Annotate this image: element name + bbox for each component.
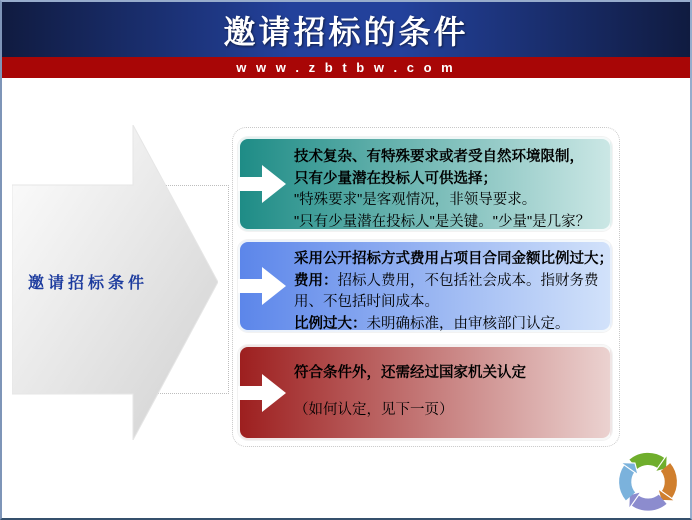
white-right-arrow-icon [238, 267, 286, 305]
text-segment-bold: 只有少量潜在投标人可供选择； [294, 170, 497, 187]
text-line [294, 314, 606, 336]
text-line [294, 169, 606, 191]
text-segment: 未明确标准，由审核部门认定。 [366, 315, 570, 332]
website-url: w w w . z b t b w . c o m [236, 60, 456, 75]
page-title: 邀请招标的条件 [223, 13, 469, 50]
text-segment: "只有少量潜在投标人"是关键。"少量"是几家？ [294, 213, 591, 230]
text-segment-bold: 费用： [294, 272, 338, 289]
title-bar [2, 2, 690, 57]
text-line [294, 147, 606, 169]
text-line [294, 363, 606, 385]
text-line [294, 292, 606, 314]
text-line [294, 271, 606, 293]
white-right-arrow-icon [238, 374, 286, 412]
text-segment-bold: 符合条件外，还需经过国家机关认定 [294, 365, 526, 381]
text-segment: 招标人费用，不包括社会成本。指财务费 [337, 272, 599, 289]
condition-box-state-approval [238, 345, 612, 440]
white-right-arrow-icon [238, 165, 286, 203]
condition-box-cost-ratio [238, 240, 612, 332]
website-bar [2, 57, 690, 78]
condition-box-text [240, 242, 613, 335]
condition-box-text [240, 347, 610, 421]
text-segment: 用、不包括时间成本。 [294, 294, 439, 310]
text-segment-bold: 技术复杂、有特殊要求或者受自然环境限制， [294, 149, 584, 165]
text-line [294, 190, 606, 212]
text-line [294, 249, 613, 271]
condition-box-text [240, 139, 610, 233]
condition-box-special-requirements [238, 137, 612, 231]
text-line [294, 400, 606, 422]
left-arrow-label: 邀请招标条件 [28, 275, 149, 292]
text-segment-bold: 采用公开招标方式费用占项目合同金额比例过大； [294, 251, 613, 267]
text-line [294, 212, 606, 234]
cycle-arrows-icon [607, 443, 689, 519]
text-segment: "特殊要求"是客观情况，非领导要求。 [294, 192, 537, 208]
text-segment-bold: 比例过大： [294, 315, 367, 332]
text-segment: （如何认定，见下一页） [294, 401, 454, 418]
